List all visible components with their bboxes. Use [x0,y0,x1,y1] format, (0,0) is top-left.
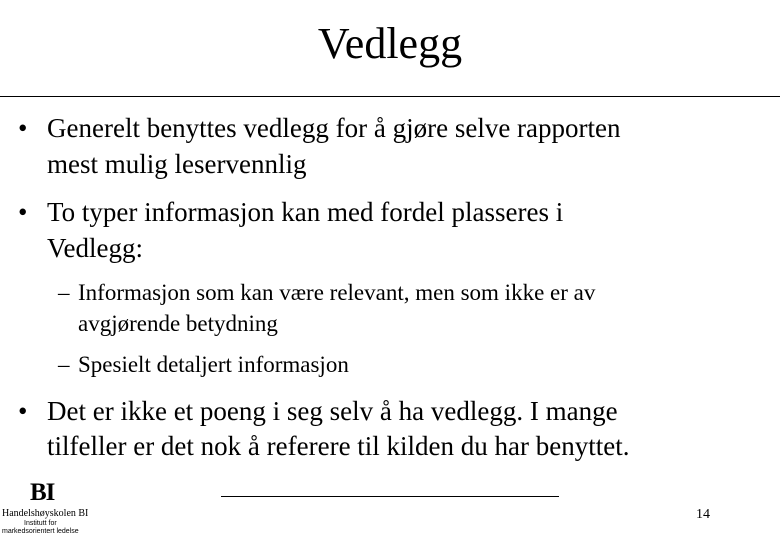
subbullet-marker: – [58,280,70,305]
footer-divider [221,496,559,497]
subbullet-text-line: Informasjon som kan være relevant, men som ikke er av [78,280,596,305]
bullet-text-line: tilfeller er det nok å referere til kilden du har benyttet. [47,431,630,461]
logo-subtitle: markedsorientert ledelse [2,528,79,535]
bullet-text-line: mest mulig leservennlig [47,149,307,179]
subbullet-marker: – [58,352,70,377]
logo-subtitle: Institutt for [24,520,57,527]
subbullet-text-line: Spesielt detaljert informasjon [78,352,349,377]
bullet-marker: • [18,396,28,426]
bullet-text-line: To typer informasjon kan med fordel plasseres i [47,197,564,227]
bullet-text-line: Generelt benyttes vedlegg for å gjøre selve rapporten [47,113,621,143]
bullet-text-line: Det er ikke et poeng i seg selv å ha vedlegg. I mange [47,396,618,426]
title-divider [0,96,780,97]
logo-mark: BI [30,479,55,506]
bullet-marker: • [18,113,28,143]
bullet-text-line: Vedlegg: [47,233,143,263]
subbullet-text-line: avgjørende betydning [78,311,278,336]
bi-logo [2,480,98,538]
logo-name: Handelshøyskolen BI [2,508,89,519]
bullet-marker: • [18,197,28,227]
slide-title: Vedlegg [317,19,463,68]
page-number: 14 [696,507,710,522]
